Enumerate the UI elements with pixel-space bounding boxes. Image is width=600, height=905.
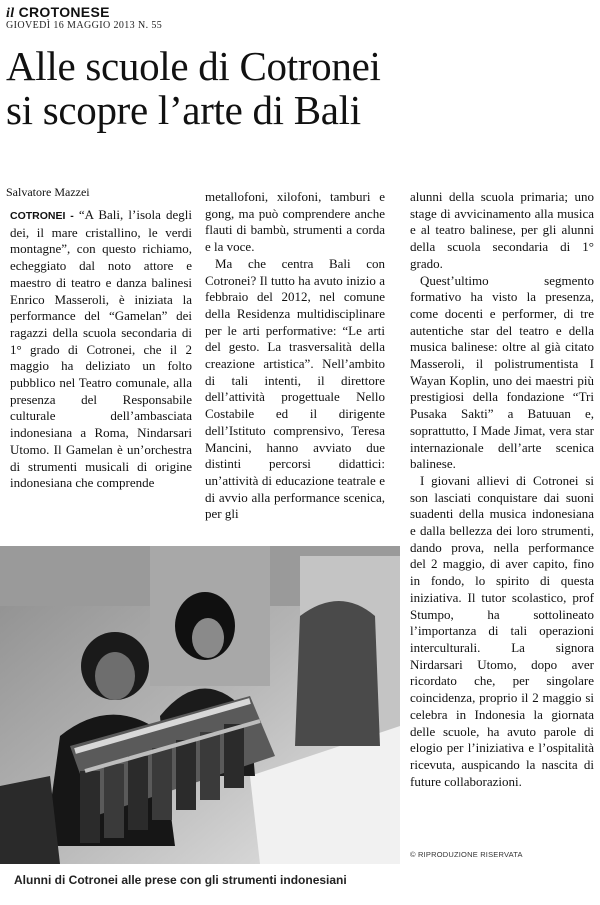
headline [6, 44, 596, 132]
masthead-article: il [6, 6, 15, 21]
copyright-notice: © RIPRODUZIONE RISERVATA [410, 850, 523, 859]
article-paragraph: Ma che centra Bali con Cotronei? Il tutto ha avuto inizio a febbraio del 2012, nel comune della Residenza multidisciplinare per le arti performative: “Le arti del gesto. La trasversalità della creazione artistica”. Nell’ambito di tali intenti, il direttore dell’attività progettuale Nello Costabile ed il dirigente dell’Istituto comprensivo, Teresa Mancini, hanno avviato due distinti percorsi didattici: un’attività di educazione teatrale e di avvio alla performance scenica, per gli [205, 255, 385, 522]
article-paragraph: I giovani allievi di Cotronei si son lasciati conquistare dai suoni suadenti della musica indonesiana e dalla bellezza dei loro strumenti, dando prova, nella performance del 2 maggio, di aver capito, fino in fondo, lo spirito di questa iniziativa. Il tutor scolastico, prof Stumpo, ha sottolineato l’importanza di tali operazioni interculturali. La signora Nirdarsari Utomo, dopo aver ricordato che, per singolare coincidenza, proprio il 2 maggio si celebra in Indonesia la giornata delle scuole, ha avuto parole di elogio per l’iniziativa e l’ospitalità ricevuta, auspicando la nascita di future collaborazioni. [410, 472, 594, 789]
article-paragraph: metallofoni, xilofoni, tamburi e gong, ma può comprendere anche flauti di bambù, strumenti a corda e la voce. [205, 189, 385, 255]
article-paragraph [10, 207, 192, 492]
headline-line-2: si scopre l’arte di Bali [6, 87, 361, 133]
location-tag: COTRONEI - [10, 210, 74, 222]
dateline: GIOVEDÌ 16 MAGGIO 2013 N. 55 [6, 20, 163, 31]
article-column-2 [205, 189, 385, 523]
byline: Salvatore Mazzei [6, 185, 90, 199]
headline-line-1: Alle scuole di Cotronei [6, 43, 381, 89]
lead-text: “A Bali, l’isola degli dei, il mare cristallino, le verdi montagne”, con questo richiamo, echeggiato dal noto attore e maestro di teatro e danza balinesi Enrico Masseroli, è iniziata la performance del “Gamelan” dei ragazzi della scuola secondaria di 1° grado di Cotronei, che il 2 maggio ha deliziato un folto pubblico nel Teatro comunale, alla presenza del Responsabile culturale dell’ambasciata indonesiana a Roma, Nindarsari Utomo. Il Gamelan è un’orchestra di strumenti musicali di origine indonesiana che comprende [10, 207, 192, 491]
photo-caption: Alunni di Cotronei alle prese con gli strumenti indonesiani [14, 873, 347, 887]
article-photo [0, 546, 400, 864]
photo-gamelan-students [0, 546, 400, 864]
masthead-name: CROTONESE [18, 4, 110, 20]
article-column-1 [10, 207, 192, 492]
article-paragraph: alunni della scuola primaria; uno stage di avvicinamento alla musica e al teatro balinese, per gli alunni della scuola secondaria di 1° grado. [410, 189, 594, 271]
article-column-3 [410, 189, 594, 790]
article-paragraph: Quest’ultimo segmento formativo ha visto la presenza, come docenti e performer, di tre autentiche star del teatro e della musica balinese: oltre al già citato Masseroli, il polistrumentista I Wayan Koplin, uno dei maestri più prestigiosi della fondazione “Tri Pusaka Sakti” a Batuuan e, soprattutto, I Made Jimat, vera star internazionale dell’arte scenica balinese. [410, 272, 594, 472]
